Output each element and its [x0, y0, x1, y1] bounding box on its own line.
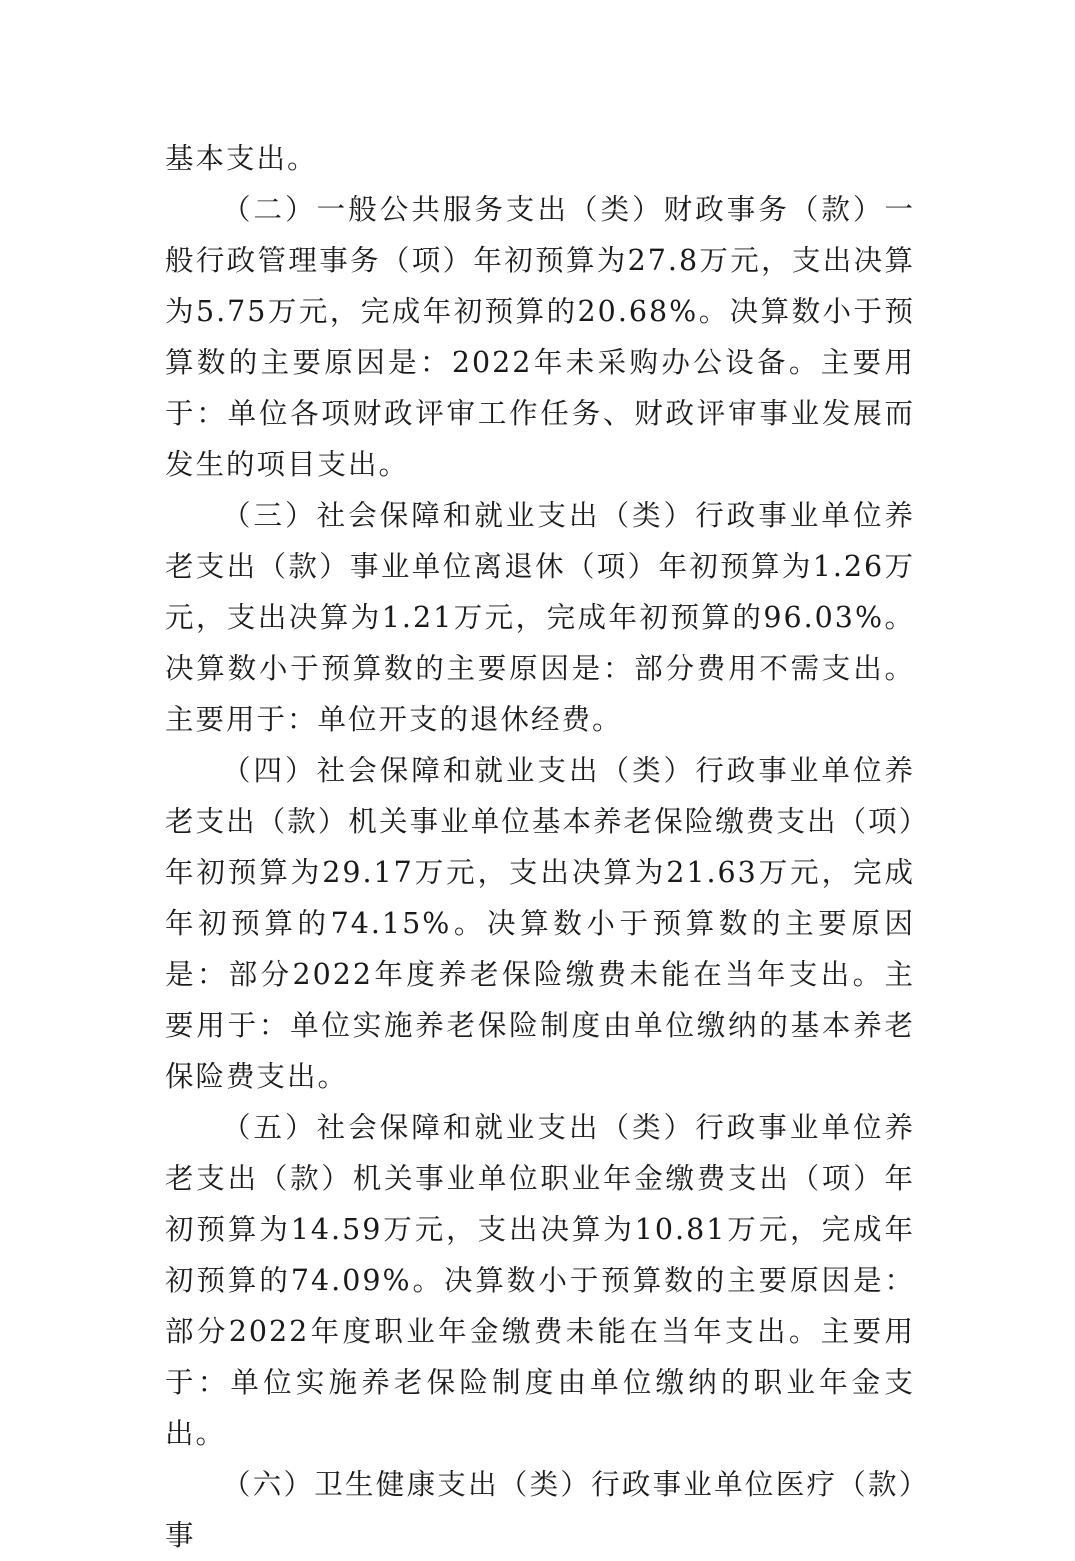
paragraph-item-4: （四）社会保障和就业支出（类）行政事业单位养老支出（款）机关事业单位基本养老保险缴费支出（项）年初预算为29.17万元，支出决算为21.63万元，完成年初预算的74.15%。决算数小于预算数的主要原因是：部分2022年度养老保险缴费未能在当年支出。主要用于：单位实施养老保险制度由单位缴纳的基本养老保险费支出。: [165, 754, 915, 1093]
paragraph-item-2: （二）一般公共服务支出（类）财政事务（款）一般行政管理事务（项）年初预算为27.8万元，支出决算为5.75万元，完成年初预算的20.68%。决算数小于预算数的主要原因是：2022年未采购办公设备。主要用于：单位各项财政评审工作任务、财政评审事业发展而发生的项目支出。: [165, 193, 915, 481]
paragraph-continuation: 基本支出。: [165, 142, 318, 175]
paragraph-item-5: （五）社会保障和就业支出（类）行政事业单位养老支出（款）机关事业单位职业年金缴费支出（项）年初预算为14.59万元，支出决算为10.81万元，完成年初预算的74.09%。决算数小于预算数的主要原因是：部分2022年度职业年金缴费未能在当年支出。主要用于：单位实施养老保险制度由单位缴纳的职业年金支出。: [165, 1111, 915, 1450]
paragraph-item-3: （三）社会保障和就业支出（类）行政事业单位养老支出（款）事业单位离退休（项）年初预算为1.26万元，支出决算为1.21万元，完成年初预算的96.03%。决算数小于预算数的主要原因是：部分费用不需支出。主要用于：单位开支的退休经费。: [165, 499, 915, 736]
document-body: [165, 133, 915, 1561]
paragraph-item-6: （六）卫生健康支出（类）行政事业单位医疗（款）事: [165, 1468, 915, 1552]
